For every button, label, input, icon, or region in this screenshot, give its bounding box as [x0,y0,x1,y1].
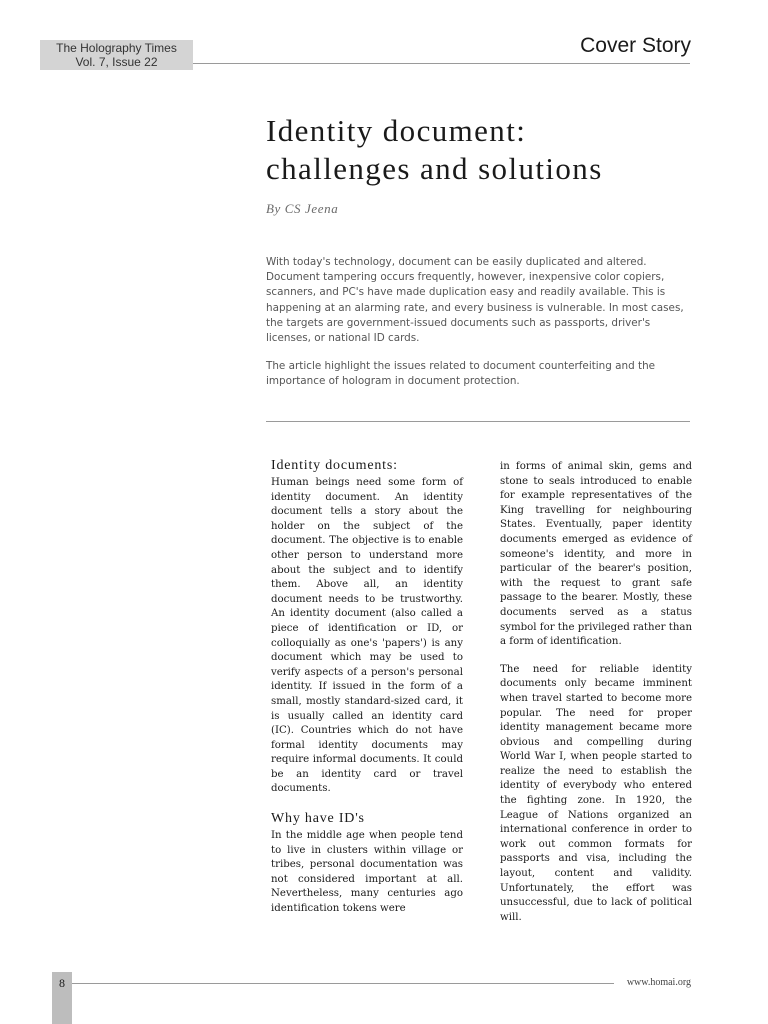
intro-paragraph: With today's technology, document can be easily duplicated and altered. Document tampering occurs frequently, however, inexpensive color copiers, scanners, and PC's have made duplication easy and readily available. This is happening at an alarming rate, and every business is vulnerable. In most cases, the targets are government-issued documents such as passports, driver's licenses, or national ID cards. [266,256,684,345]
footer-divider [72,983,614,984]
intro-paragraph: The article highlight the issues related to document counterfeiting and the importance of hologram in document protection. [266,360,656,388]
publication-name: The Holography Times [56,41,177,55]
article-title [266,112,706,188]
body-column-left [271,458,463,917]
section-heading: Why have ID's [271,811,365,827]
body-paragraph: in forms of animal skin, gems and stone to seals introduced to enable for example representatives of the King travelling for neighbouring States. Eventually, paper identity documents emerged as evidence of someone's identity, and more in particular of the bearer's position, with the request to grant safe passage to the bearer. Mostly, these documents served as a status symbol for the privileged rather than a form of identification. [500,461,693,648]
header-divider [193,63,690,64]
article-intro [266,255,694,403]
body-paragraph: Human beings need some form of identity document. An identity document tells a story about the holder on the subject of the document. The objective is to enable other person to understand more about the subject and to identify them. Above all, an identity document needs to be trustworthy. An identity document (also called a piece of identification or ID, or colloquially as one's 'papers') is any document which may be used to verify aspects of a person's personal identity. If issued in the form of a small, mostly standard-sized card, it is usually called an identity card (IC). Countries which do not have formal identity documents may require informal documents. It could be an identity card or travel documents. [271,477,463,795]
body-paragraph: In the middle age when people tend to live in clusters within village or tribes, personal documentation was not considered important at all. Nevertheless, many centuries ago identification tokens were [271,830,463,915]
issue-label: Vol. 7, Issue 22 [75,55,158,69]
body-paragraph: The need for reliable identity documents only became imminent when travel started to become more popular. The need for proper identity management became more obvious and compelling during World War I, when people started to realize the need to establish the identity of everybody who entered the fighting zone. In 1920, the League of Nations organized an international conference in order to work out common formats for passports and visa, including the layout, content and validity. Unfortunately, the effort was unsuccessful, due to lack of political will. [500,663,692,923]
title-line-1: Identity document: [266,113,527,148]
publication-box [40,40,193,70]
title-line-2: challenges and solutions [266,151,603,186]
section-heading: Identity documents: [271,458,398,473]
body-column-right [500,460,692,925]
section-label: Cover Story [580,34,691,57]
intro-divider [266,421,690,422]
page-number: 8 [59,976,65,990]
footer-url: www.homai.org [626,977,691,988]
byline: By CS Jeena [266,201,339,216]
